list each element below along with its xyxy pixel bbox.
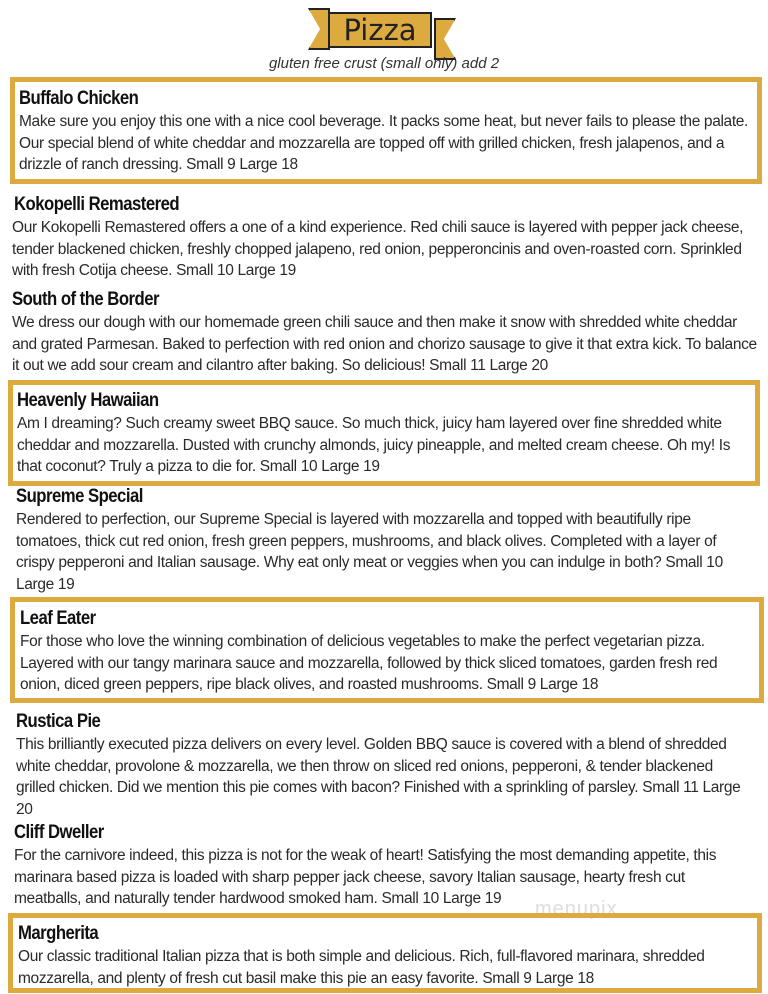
menu-item-rustica-pie — [16, 710, 748, 820]
item-title: Buffalo Chicken — [19, 88, 139, 109]
menu-item-buffalo-chicken — [10, 77, 762, 184]
menu-item-margherita — [8, 913, 762, 993]
item-title: South of the Border — [12, 289, 159, 310]
item-title: Margherita — [18, 923, 99, 944]
ribbon-left-tail — [308, 8, 330, 50]
item-description: Rendered to perfection, our Supreme Special is layered with mozzarella and topped with beautifully ripe tomatoes, thick cut red onion, fresh green peppers, mushrooms, and black olives. Completed with a layer of crispy pepperoni and Italian sausage. Why eat only meat or veggies when you can indulge in both? Small 10 Large 19 — [16, 511, 723, 593]
menu-item-supreme-special — [16, 485, 746, 595]
header-banner — [308, 4, 456, 56]
item-description: Am I dreaming? Such creamy sweet BBQ sauce. So much thick, juicy ham layered over fine shredded white cheddar and mozzarella. Dusted with crunchy almonds, juicy pineapple, and melted cream cheese. Oh my! Is that coconut? Truly a pizza to die for. Small 10 Large 19 — [17, 415, 731, 475]
item-description: Our Kokopelli Remastered offers a one of a kind experience. Red chili sauce is layered with pepper jack cheese, tender blackened chicken, freshly chopped jalapeno, red onion, pepperoncinis and oven-roasted corn. Sprinkled with fresh Cotija cheese. Small 10 Large 19 — [12, 219, 744, 279]
item-title: Rustica Pie — [16, 711, 101, 732]
menu-item-leaf-eater — [10, 597, 764, 703]
item-description: For those who love the winning combination of delicious vegetables to make the perfect vegetarian pizza. Layered with our tangy marinara sauce and mozzarella, followed by thick sliced tomatoes, garden fresh red onion, diced green peppers, ripe black olives, and roasted mushrooms. Small 9 Large 18 — [20, 633, 718, 693]
page-subtitle: gluten free crust (small only) add 2 — [268, 55, 500, 72]
item-title: Cliff Dweller — [14, 822, 104, 843]
menu-item-south-of-the-border — [12, 288, 757, 377]
page-title: Pizza — [328, 12, 432, 48]
menu-item-cliff-dweller — [14, 821, 749, 910]
item-title: Leaf Eater — [20, 608, 96, 629]
item-title: Supreme Special — [16, 486, 143, 507]
item-title: Kokopelli Remastered — [14, 194, 180, 215]
item-description: We dress our dough with our homemade green chili sauce and then make it snow with shredded white cheddar and grated Parmesan. Baked to perfection with red onion and chorizo sausage to give it that extra kick. To balance it out we add sour cream and cilantro after baking. So delicious! Small 11 Large 20 — [12, 314, 757, 374]
item-description: Make sure you enjoy this one with a nice cool beverage. It packs some heat, but never fails to please the palate. Our special blend of white cheddar and mozzarella are topped off with grilled chicken, fresh jalapenos, and a drizzle of ranch dressing. Small 9 Large 18 — [19, 113, 749, 173]
watermark: menupix — [535, 898, 618, 920]
item-description: Our classic traditional Italian pizza that is both simple and delicious. Rich, full-flavored marinara, shredded mozzarella, and plenty of fresh cut basil make this pie an easy favorite. Small 9 Large 18 — [18, 948, 705, 987]
menu-item-kokopelli-remastered — [12, 193, 757, 282]
menu-item-heavenly-hawaiian — [8, 380, 760, 486]
ribbon-right-tail — [434, 18, 456, 60]
item-description: This brilliantly executed pizza delivers on every level. Golden BBQ sauce is covered with a blend of shredded white cheddar, provolone & mozzarella, we then throw on sliced red onions, pepperoni, & tender blackened grilled chicken. Did we mention this pie comes with bacon? Finished with a sprinkling of parsley. Small 11 Large 20 — [16, 736, 741, 818]
item-description: For the carnivore indeed, this pizza is not for the weak of heart! Satisfying the most demanding appetite, this marinara based pizza is loaded with sharp pepper jack cheese, savory Italian sausage, hearty fresh cut meatballs, and naturally tender hardwood smoked ham. Small 10 Large 19 — [14, 847, 717, 907]
item-title: Heavenly Hawaiian — [17, 390, 159, 411]
